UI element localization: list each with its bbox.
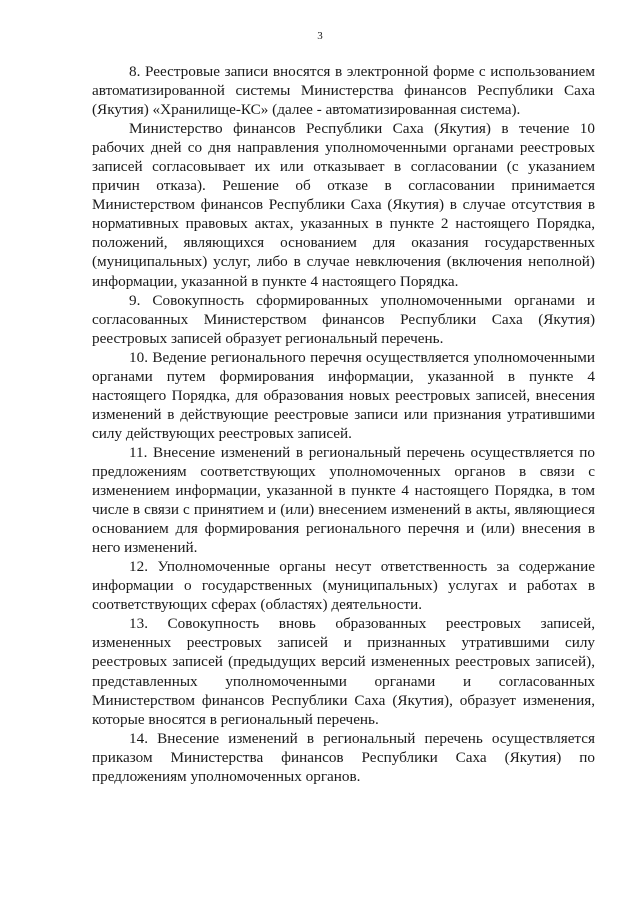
- paragraph-line: соответствующих сферах (областях) деятельности.: [92, 596, 423, 614]
- paragraph-line: представленных уполномоченными органами и согласованных: [92, 672, 595, 690]
- document-body: [92, 62, 595, 786]
- paragraph: [92, 291, 595, 348]
- paragraph-line: изменений в действующие реестровые записи или признания утратившими: [92, 405, 595, 423]
- paragraph-line: предложениям соответствующих уполномоченных органов в связи с: [92, 462, 595, 480]
- paragraph-line: силу действующих реестровых записей.: [92, 424, 352, 442]
- paragraph-line: (Якутия) «Хранилище-КС» (далее - автоматизированная система).: [92, 101, 521, 119]
- paragraph-line: рабочих дней со дня направления уполномоченными органами реестровых: [92, 139, 595, 157]
- paragraph-line: реестровых записей (предыдущих версий измененных реестровых записей),: [92, 653, 595, 671]
- paragraph-line: приказом Министерства финансов Республики Саха (Якутия) по: [92, 748, 595, 766]
- paragraph-line: Министерством финансов Республики Саха (Якутия), образует изменения,: [92, 691, 595, 709]
- paragraph-line: 11. Внесение изменений в региональный перечень осуществляется по: [129, 443, 595, 461]
- paragraph: [92, 729, 595, 786]
- paragraph-line: автоматизированной системы Министерства финансов Республики Саха: [92, 82, 595, 100]
- paragraph: [92, 614, 595, 728]
- paragraph-line: предложениям уполномоченных органов.: [92, 767, 361, 785]
- paragraph-line: 8. Реестровые записи вносятся в электронной форме с использованием: [129, 63, 595, 80]
- paragraph-line: Министерство финансов Республики Саха (Якутия) в течение 10: [129, 120, 595, 138]
- paragraph-line: изменением информации, указанной в пункте 4 настоящего Порядка, в том: [92, 482, 595, 500]
- paragraph-line: 9. Совокупность сформированных уполномоченными органами и: [129, 291, 595, 309]
- paragraph-line: 13. Совокупность вновь образованных реестровых записей,: [129, 615, 595, 633]
- paragraph-line: основанием для формирования регионального перечня и (или) внесения в: [92, 520, 595, 538]
- paragraph-line: реестровых записей образует региональный перечень.: [92, 329, 444, 347]
- paragraph-line: согласованных Министерством финансов Республики Саха (Якутия): [92, 310, 595, 328]
- paragraph-line: (муниципальных) услуг, либо в случае невключения (включения неполной): [92, 253, 595, 271]
- paragraph-line: положений, являющихся основанием для оказания государственных: [92, 234, 595, 252]
- paragraph-line: 12. Уполномоченные органы несут ответственность за содержание: [129, 558, 595, 576]
- page-number: 3: [317, 30, 323, 42]
- paragraph-line: Министерством финансов Республики Саха (Якутия) в случае отсутствия в: [92, 196, 595, 214]
- paragraph-line: него изменений.: [92, 539, 198, 557]
- paragraph-line: 10. Ведение регионального перечня осуществляется уполномоченными: [129, 348, 595, 366]
- paragraph: [92, 62, 595, 119]
- paragraph-line: которые вносятся в региональный перечень.: [92, 710, 379, 728]
- paragraph-line: измененных реестровых записей и признанных утратившими силу: [92, 634, 595, 652]
- paragraph-line: причин отказа). Решение об отказе в согласовании принимается: [92, 177, 595, 195]
- paragraph: [92, 557, 595, 614]
- paragraph-line: 14. Внесение изменений в региональный перечень осуществляется: [129, 729, 595, 747]
- paragraph: [92, 443, 595, 557]
- paragraph-line: нормативных правовых актах, указанных в пункте 2 настоящего Порядка,: [92, 215, 595, 233]
- paragraph: [92, 119, 595, 290]
- paragraph-line: числе в связи с принятием и (или) внесением изменений в акты, являющиеся: [92, 501, 595, 519]
- paragraph-line: информации о государственных (муниципальных) услугах и работах в: [92, 577, 595, 595]
- paragraph-line: настоящего Порядка, для образования новых реестровых записей, внесения: [92, 386, 595, 404]
- paragraph-line: органами путем формирования информации, указанной в пункте 4: [92, 367, 595, 385]
- paragraph-line: записей согласовывает их или отказывает в согласовании (с указанием: [92, 158, 595, 176]
- paragraph: [92, 348, 595, 443]
- paragraph-line: информации, указанной в пункте 4 настоящего Порядка.: [92, 272, 459, 290]
